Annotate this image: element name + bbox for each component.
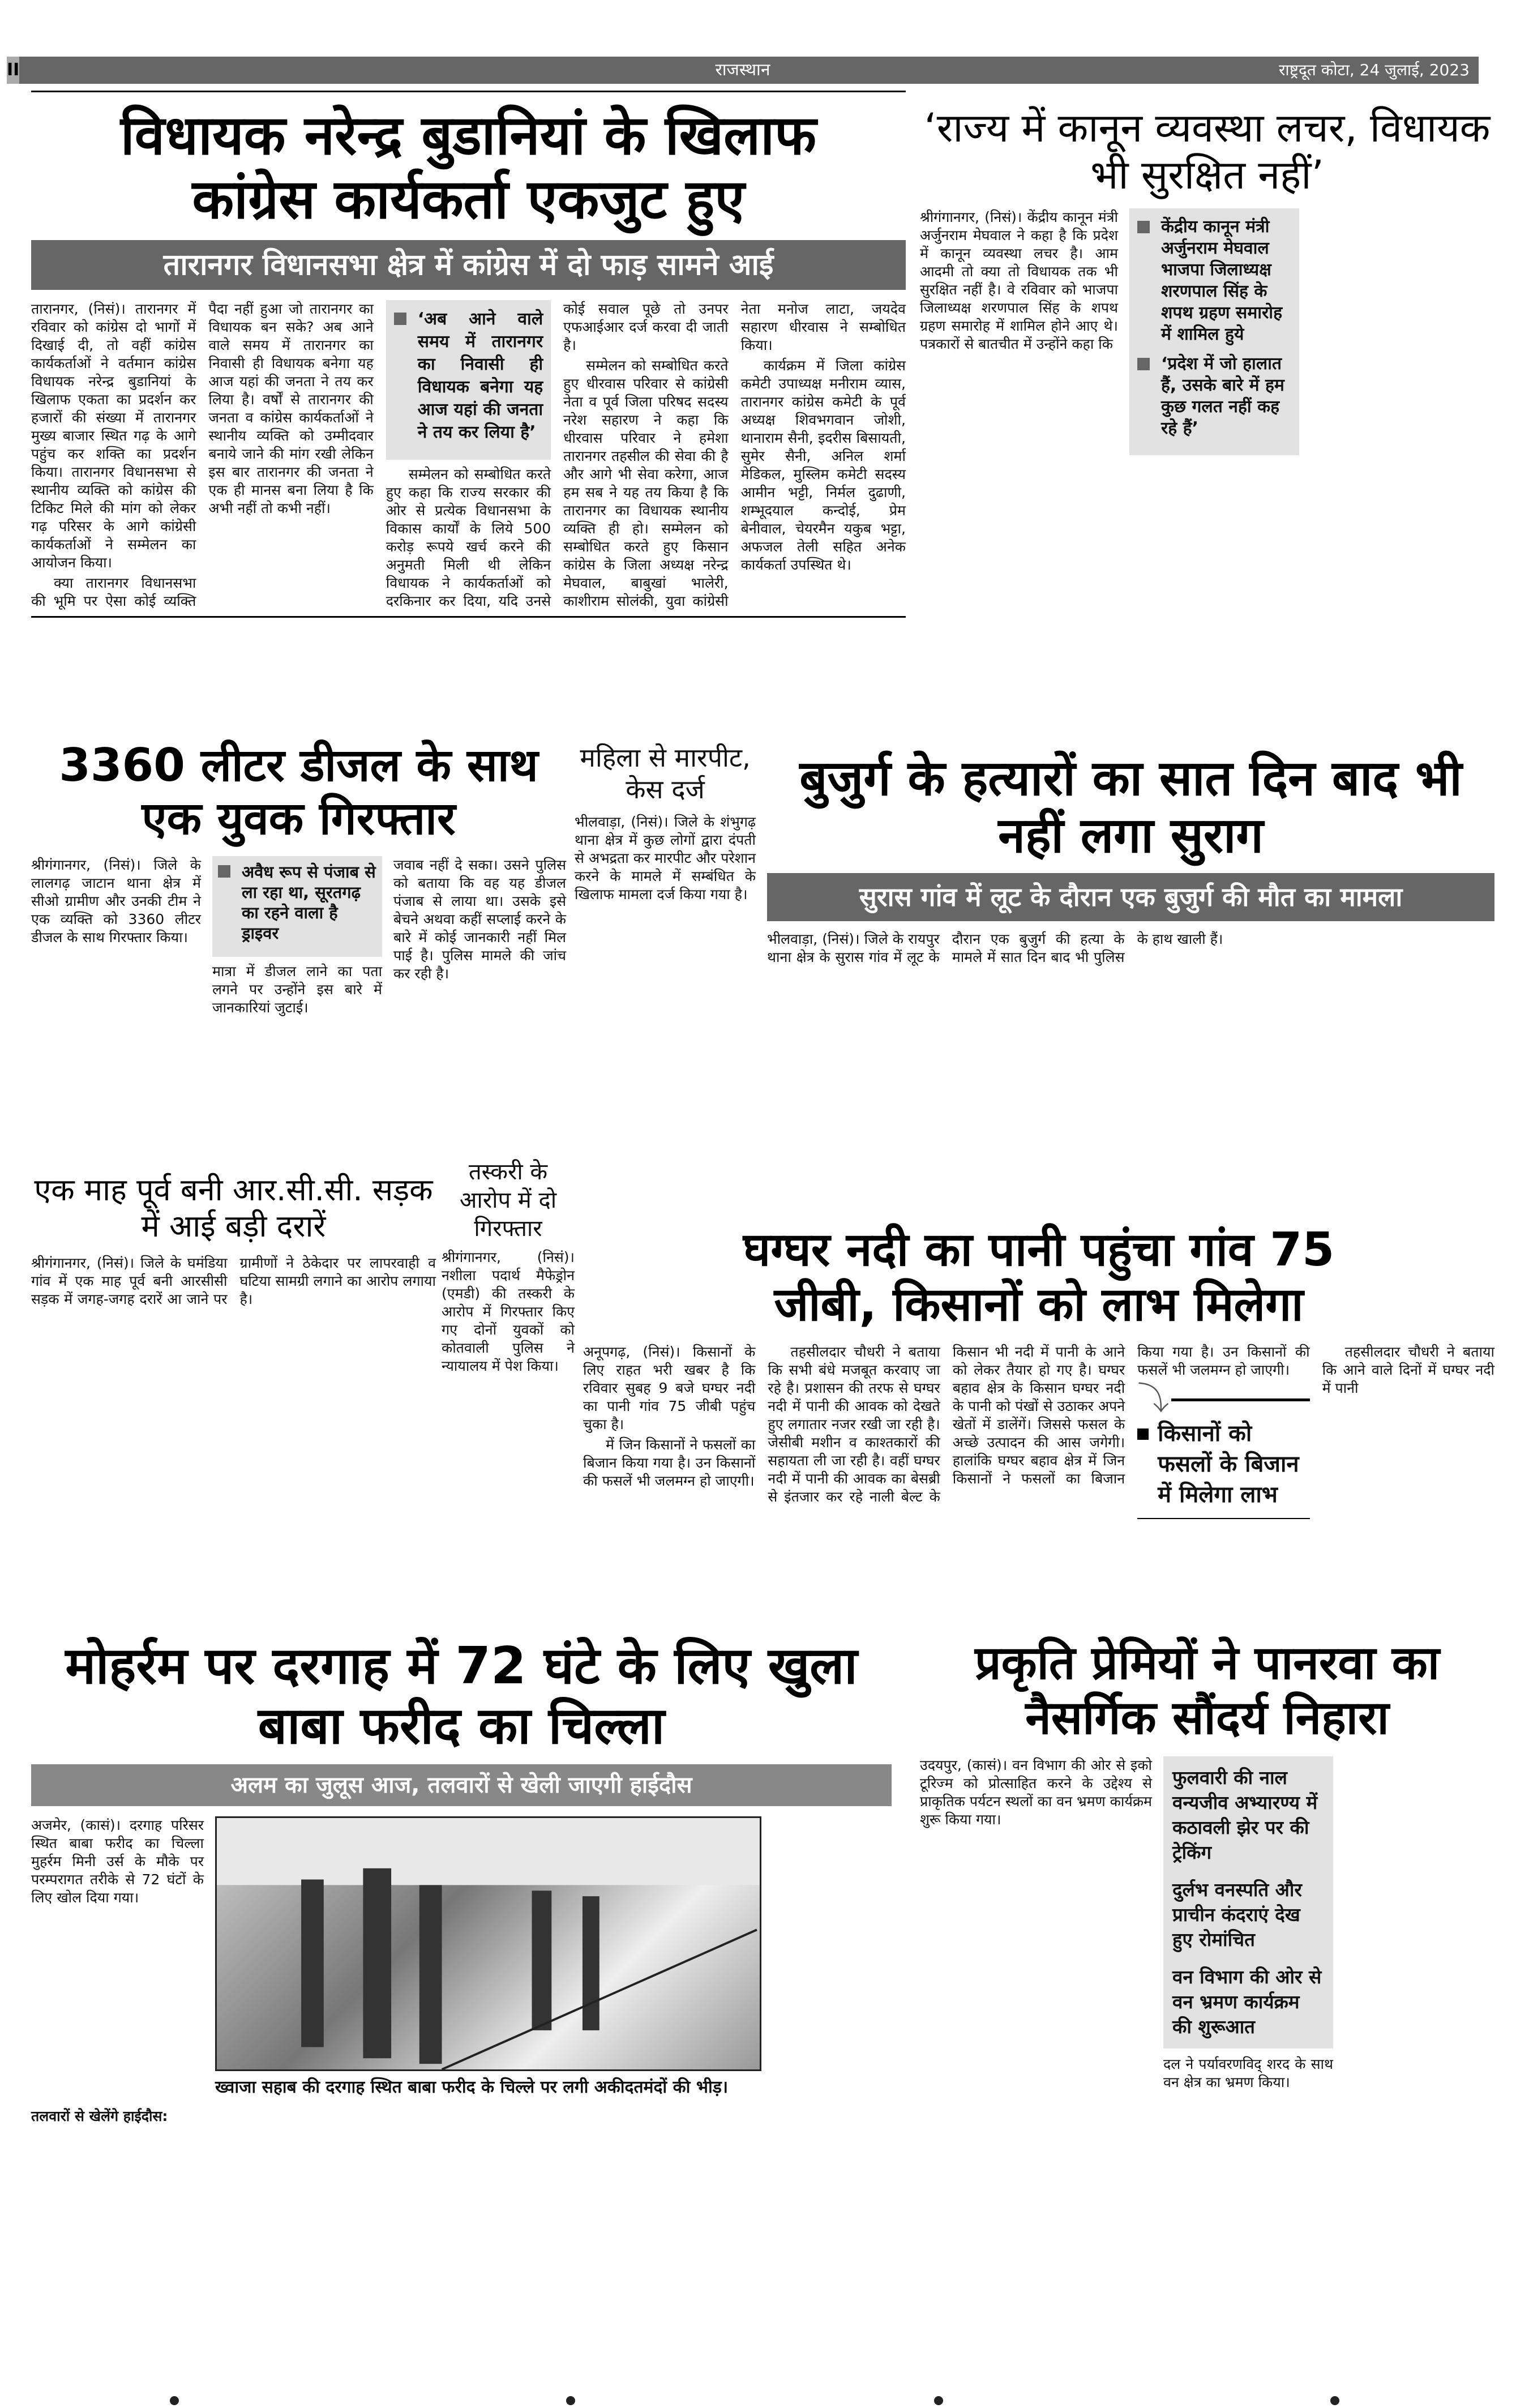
registration-mark xyxy=(1330,2396,1339,2405)
subheadline: सुरास गांव में लूट के दौरान एक बुजुर्ग की मौत का मामला xyxy=(767,873,1494,921)
page-header xyxy=(7,57,1479,84)
headline: बुजुर्ग के हत्यारों का सात दिन बाद भी नहीं लगा सुराग xyxy=(799,750,1462,865)
headline: महिला से मारपीट, केस दर्ज xyxy=(580,742,751,805)
highlight-item: वन विभाग की ओर से वन भ्रमण कार्यक्रम की शुरूआत xyxy=(1172,1965,1322,2038)
subheadline: तारानगर विधानसभा क्षेत्र में कांग्रेस में दो फाड़ सामने आई xyxy=(31,240,906,290)
highlights-box xyxy=(1129,208,1299,455)
paragraph: क्या तारानगर विधानसभा की भूमि पर ऐसा कोई व्यक्ति पैदा नहीं हुआ जो तारानगर का विधायक बन सके? अब आने वाले समय में तारानगर का निवासी ही विधायक बनेगा यह आज यहां की जनता ने तय कर लिया है। वर्षों से तारानगर की जनता व कांग्रेस कार्यकर्ताओं ने स्थानीय व्यक्ति को उम्मीदवार बनाये जाने की मांग रखी लेकिन इस बार तारानगर की जनता ने एक ही मानस बना लिया है कि अभी नहीं तो कभी नहीं। xyxy=(31,300,374,609)
dateline: राष्ट्रदूत कोटा, 24 जुलाई, 2023 xyxy=(1278,61,1470,79)
bullet-square-icon xyxy=(1137,221,1150,233)
paragraph: तहसीलदार चौधरी ने बताया कि सभी बंधे मजबूत करवाए जा रहे है। प्रशासन की तरफ से घग्घर नदी में पानी की आवक को देखते हुए लगातार नजर रखी जा रही है। जेसीबी मशीन व काश्तकारों की सहायता ली जा रही है। वहीं घग्घर नदी में पानी की आवक का बेसब्री से इंतजार कर रहे नाली बेल्ट के किसान भी नदी में पानी के आने को लेकर तैयार हो गए है। घग्घर बहाव क्षेत्र के किसान घग्घर नदी के पानी को पंखों से उठाकर अपने खेतों में डालेंगें। जिससे फसल के अच्छे उत्पादन की आस जगेगी। हालांकि घग्घर बहाव क्षेत्र में जिन किसानों ने फसलों का बिजान किया गया है। उन किसानों की फसलें भी जलमग्न हो जाएगी। xyxy=(768,1343,1310,1505)
paragraph: कार्यक्रम में जिला कांग्रेस कमेटी उपाध्यक्ष मनीराम व्यास, तारानगर कांग्रेस कमेटी के पूर्व अध्यक्ष शिवभगवान जोशी, थानाराम सैनी, इदरीस बिसायती, सुमेर सैनी, अनिल शर्मा मेडिकल, मुस्लिम कमेटी सदस्य आमीन भट्टी, निर्मल दुढाणी, शम्भूदयाल कन्दोई, प्रेम बेनीवाल, चेयरमैन यकुब भट्टा, अफजल तेली सहित अनेक कार्यकर्ता उपस्थित थे। xyxy=(740,357,906,573)
registration-mark xyxy=(934,2396,943,2405)
headline: तस्करी के आरोप में दो गिरफ्तार xyxy=(459,1159,557,1242)
bullet-square-icon xyxy=(1137,1428,1149,1440)
paragraph: श्रीगंगानगर, (निसं)। नशीला पदार्थ मैफेड्रोन (एमडी) की तस्करी के आरोप में गिरफ्तार किए गए दोनों युवकों को कोतवाली पुलिस ने न्यायालय में पेश किया। xyxy=(442,1249,575,1374)
headline: 3360 लीटर डीजल के साथ एक युवक गिरफ्तार xyxy=(59,739,538,845)
paragraph: भीलवाड़ा, (निसं)। जिले के रायपुर थाना क्षेत्र के सुरास गांव में लूट के दौरान एक बुजुर्ग की हत्या के मामले में सात दिन बाद भी पुलिस के हाथ खाली हैं। xyxy=(767,930,1223,965)
article-elderly-murder xyxy=(767,750,1494,966)
bullet-square-icon xyxy=(394,313,406,325)
highlight-item: केंद्रीय कानून मंत्री अर्जुनराम मेघवाल भाजपा जिलाध्यक्ष शरणपाल सिंह के शपथ ग्रहण समारोह में शामिल हुये xyxy=(1137,216,1291,345)
headline: मोहर्रम पर दरगाह में 72 घंटे के लिए खुला बाबा फरीद का चिल्ला xyxy=(65,1636,858,1756)
bullet-square-icon xyxy=(218,865,230,878)
headline: विधायक नरेन्द्र बुडानियां के खिलाफ कांग्रेस कार्यकर्ता एकजुट हुए xyxy=(120,104,817,232)
article-woman-assault xyxy=(575,742,756,906)
registration-mark xyxy=(566,2396,575,2405)
article-ghaggar-river xyxy=(583,1223,1494,1519)
section-title: राजस्थान xyxy=(715,60,770,80)
paragraph: दल ने पर्यावरणविद् शरद के साथ वन क्षेत्र का भ्रमण किया। xyxy=(1163,2055,1333,2090)
paragraph: मात्रा में डीजल लाने का पता लगने पर उन्होंने इस बारे में जानकारियां जुटाई। xyxy=(212,963,382,1016)
paragraph: भीलवाड़ा, (निसं)। जिले के शंभुगढ़ थाना क्षेत्र में कुछ लोगों द्वारा दंपती से अभद्रता कर मारपीट और परेशान करने के मामले में सम्बंधित के खिलाफ मामला दर्ज किया गया है। xyxy=(575,814,756,903)
paragraph: उदयपुर, (कासं)। वन विभाग की ओर से इको टूरिज्म को प्रोत्साहित करने के उद्देश्य से प्राकृतिक पर्यटन स्थलों का वन भ्रमण कार्यक्रम शुरू किया गया। xyxy=(920,1756,1152,1828)
highlight-item: ‘प्रदेश में जो हालात हैं, उसके बारे में हम कुछ गलत नहीं कह रहे हैं’ xyxy=(1137,353,1291,439)
paragraph: अनूपगढ़, (निसं)। किसानों के लिए राहत भरी खबर है कि रविवार सुबह 9 बजे घग्घर नदी का पानी गांव 75 जीबी पहुंच चुका है। xyxy=(583,1343,756,1432)
page-number: II xyxy=(7,57,19,84)
article-nature-lovers-panarwa xyxy=(920,1636,1494,2094)
paragraph: जवाब नहीं दे सका। उसने पुलिस को बताया कि वह यह डीजल पंजाब से लाया था। उसके इसे बेचने अथवा कहीं सप्लाई करने के बारे में कोई जानकारी नहीं मिल पाई है। पुलिस मामले की जांच कर रही है। xyxy=(393,856,566,982)
paragraph: अजमेर, (कासं)। दरगाह परिसर स्थित बाबा फरीद का चिल्ला मुहर्रम मिनी उर्स के मौके पर परम्परागत तरीके से 72 घंटों के लिए खोल दिया गया। xyxy=(31,1817,204,1906)
photo-caption: ख्वाजा सहाब की दरगाह स्थित बाबा फरीद के चिल्ले पर लगी अकीदतमंदों की भीड़। xyxy=(215,2077,729,2098)
paragraph: में जिन किसानों ने फसलों का बिजान किया गया है। उन किसानों की फसलें भी जलमग्न हो जाएगी। xyxy=(583,1436,756,1489)
paragraph: तलवारों से खेलेंगे हाईदौस: xyxy=(31,2108,168,2125)
highlight-box: ⤵ किसानों को फसलों के बिजान में मिलेगा लाभ xyxy=(1137,1383,1309,1519)
highlights-box xyxy=(1163,1756,1333,2048)
highlight-item: दुर्लभ वनस्पति और प्राचीन कंदराएं देख हुए रोमांचित xyxy=(1172,1878,1302,1951)
headline: ‘राज्य में कानून व्यवस्था लचर, विधायक भी सुरक्षित नहीं’ xyxy=(924,105,1491,198)
photo-devotees-crowd xyxy=(215,1816,761,2071)
headline: घग्घर नदी का पानी पहुंचा गांव 75 जीबी, किसानों को लाभ मिलेगा xyxy=(743,1223,1335,1332)
article-congress-taranagar xyxy=(31,91,906,618)
paragraph: श्रीगंगानगर, (निसं)। केंद्रीय कानून मंत्री अर्जुनराम मेघवाल ने कहा है कि प्रदेश में कानून व्यवस्था लचर है। आम आदमी तो क्या तो विधायक तक भी सुरक्षित नहीं है। वे रविवार को भाजपा जिलाध्यक्ष शरणपाल सिंह के शपथ ग्रहण समारोह में शामिल होने आए थे। पत्रकारों से बातचीत में उन्होंने कहा कि xyxy=(920,209,1118,353)
article-diesel-arrest xyxy=(31,739,566,1019)
pull-quote: ‘अब आने वाले समय में तारानगर का निवासी ही विधायक बनेगा यह आज यहां की जनता ने तय कर लिया है’ xyxy=(386,300,551,460)
article-moharram-chilla xyxy=(31,1636,892,2125)
paragraph: श्रीगंगानगर, (निसं)। जिले के लालगढ़ जाटान थाना क्षेत्र में सीओ ग्रामीण और उनकी टीम ने एक व्यक्ति को 3360 लीटर डीजल के साथ गिरफ्तार किया। xyxy=(31,856,201,946)
subheadline: अलम का जुलूस आज, तलवारों से खेली जाएगी हाईदौस xyxy=(31,1764,892,1806)
paragraph: सम्मेलन को सम्बोधित करते हुए कहा कि राज्य सरकार की ओर से प्रत्येक विधानसभा के विकास कार्यों के लिये 500 करोड़ रूपये खर्च करने की अनुमती मिली थी लेकिन विधायक ने कार्यकर्ताओं को दरकिनार कर दिया, यदि उनसे कोई सवाल पूछे तो उनपर एफआईआर दर्ज करवा दी जाती है। xyxy=(386,300,729,609)
curved-arrow-icon: ⤵ xyxy=(1137,1380,1170,1418)
article-rcc-road-cracks xyxy=(31,1172,436,1310)
highlight-item: फुलवारी की नाल वन्यजीव अभ्यारण्य में कठावली झेर पर की ट्रेकिंग xyxy=(1172,1766,1318,1863)
headline: एक माह पूर्व बनी आर.सी.सी. सड़क में आई बड़ी दरारें xyxy=(34,1172,433,1244)
highlights-box: अवैध रूप से पंजाब से ला रहा था, सूरतगढ़ का रहने वाला है ड्राइवर xyxy=(212,856,382,957)
article-smuggling-arrest xyxy=(442,1158,575,1378)
paragraph: तहसीलदार चौधरी ने बताया कि आने वाले दिनों में घग्घर नदी में पानी xyxy=(1322,1343,1494,1396)
article-law-order xyxy=(920,105,1494,455)
headline: प्रकृति प्रेमियों ने पानरवा का नैसर्गिक सौंदर्य निहारा xyxy=(975,1636,1440,1745)
bullet-square-icon xyxy=(1137,358,1150,370)
registration-mark xyxy=(170,2396,179,2405)
paragraph: तारानगर, (निसं)। तारानगर में रविवार को कांग्रेस दो भागों में दिखाई दी, तो वहीं कांग्रेस कार्यकर्ताओं ने वर्तमान कांग्रेस विधायक नरेन्द्र बुडानियां के खिलाफ एकता का प्रदर्शन कर हजारों की संख्या में तारानगर मुख्य बाजार स्थित गढ़ के आगे पहुंच कर शक्ति का प्रदर्शन किया। तारानगर विधानसभा से स्थानीय व्यक्ति को कांग्रेस की टिकिट मिले की मांग को लेकर गढ़ परिसर के आगे कांग्रेसी कार्यकर्ताओं ने सम्मेलन का आयोजन किया। xyxy=(31,300,196,571)
paragraph: श्रीगंगानगर, (निसं)। जिले के घमंडिया गांव में एक माह पूर्व बनी आरसीसी सड़क में जगह-जगह दरारें आ जाने पर ग्रामीणों ने ठेकेदार पर लापरवाही व घटिया सामग्री लगाने का आरोप लगाया है। xyxy=(31,1255,436,1308)
paragraph: सम्मेलन को सम्बोधित करते हुए धीरवास परिवार से कांग्रेसी नेता व पूर्व जिला परिषद सदस्य नरेश सहारण ने कहा कि धीरवास परिवार ने हमेशा तारानगर तहसील की सेवा की है और आगे भी सेवा करेगा, आज हम सब ने यह तय किया है कि तारानगर का विधायक स्थानीय व्यक्ति ही हो। सम्मेलन को सम्बोधित करते हुए किसान कांग्रेस के जिला अध्यक्ष नरेन्द्र मेघवाल, बाबुखां भालेरी, काशीराम सोलंकी, युवा कांग्रेसी नेता मनोज लाटा, जयदेव सहारण धीरवास ने सम्बोधित किया। xyxy=(563,300,906,609)
